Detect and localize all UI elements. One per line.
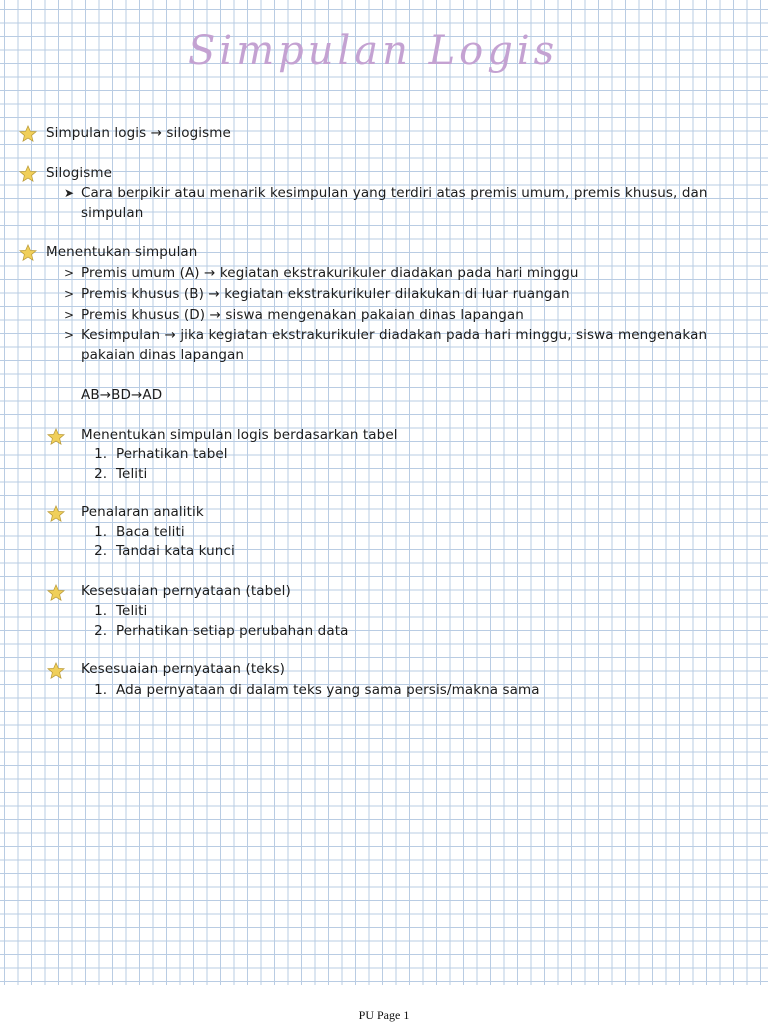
premis-khusus-d-line: Premis khusus (D) → siswa mengenakan pakaian dinas lapangan	[81, 307, 524, 323]
list-number: 1.	[94, 682, 107, 698]
list-item: Perhatikan setiap perubahan data	[116, 623, 349, 639]
heading-kesesuaian-teks: Kesesuaian pernyataan (teks)	[81, 661, 286, 677]
list-item: Teliti	[116, 603, 148, 619]
chevron-bullet-icon: >	[64, 266, 75, 280]
list-item: Tandai kata kunci	[116, 543, 235, 559]
star-icon	[19, 244, 37, 262]
list-number: 1.	[94, 603, 107, 619]
formula-ab-bd-ad: AB→BD→AD	[81, 387, 163, 403]
heading-penalaran-analitik: Penalaran analitik	[81, 504, 204, 520]
premis-khusus-b-line: Premis khusus (B) → kegiatan ekstrakurikuler dilakukan di luar ruangan	[81, 286, 570, 302]
heading-simpulan-tabel: Menentukan simpulan logis berdasarkan tabel	[81, 427, 398, 443]
arrow-bullet-icon: ➤	[64, 186, 75, 200]
list-item: Perhatikan tabel	[116, 446, 228, 462]
kesimpulan-line-1: Kesimpulan → jika kegiatan ekstrakurikuler diadakan pada hari minggu, siswa mengenakan	[81, 327, 708, 343]
heading-menentukan-simpulan: Menentukan simpulan	[46, 244, 198, 260]
list-number: 2.	[94, 543, 107, 559]
chevron-bullet-icon: >	[64, 287, 75, 301]
heading-silogisme: Silogisme	[46, 165, 113, 181]
star-icon	[47, 505, 65, 523]
silogisme-description-line-2: simpulan	[81, 205, 144, 221]
silogisme-description-line-1: Cara berpikir atau menarik kesimpulan yang terdiri atas premis umum, premis khusus, dan	[81, 185, 708, 201]
list-item: Teliti	[116, 466, 148, 482]
premis-umum-line: Premis umum (A) → kegiatan ekstrakurikuler diadakan pada hari minggu	[81, 265, 579, 281]
list-number: 2.	[94, 466, 107, 482]
list-number: 1.	[94, 446, 107, 462]
star-icon	[19, 125, 37, 143]
chevron-bullet-icon: >	[64, 328, 75, 342]
kesimpulan-line-2: pakaian dinas lapangan	[81, 347, 245, 363]
chevron-bullet-icon: >	[64, 308, 75, 322]
list-number: 1.	[94, 524, 107, 540]
page-title: Simpulan Logis	[188, 28, 559, 74]
star-icon	[19, 165, 37, 183]
list-item: Baca teliti	[116, 524, 185, 540]
list-item: Ada pernyataan di dalam teks yang sama persis/makna sama	[116, 682, 540, 698]
heading-kesesuaian-tabel: Kesesuaian pernyataan (tabel)	[81, 583, 291, 599]
page-footer: PU Page 1	[358, 1008, 410, 1022]
note-line-silogisme-definition: Simpulan logis → silogisme	[46, 125, 231, 141]
star-icon	[47, 428, 65, 446]
star-icon	[47, 584, 65, 602]
list-number: 2.	[94, 623, 107, 639]
star-icon	[47, 662, 65, 680]
